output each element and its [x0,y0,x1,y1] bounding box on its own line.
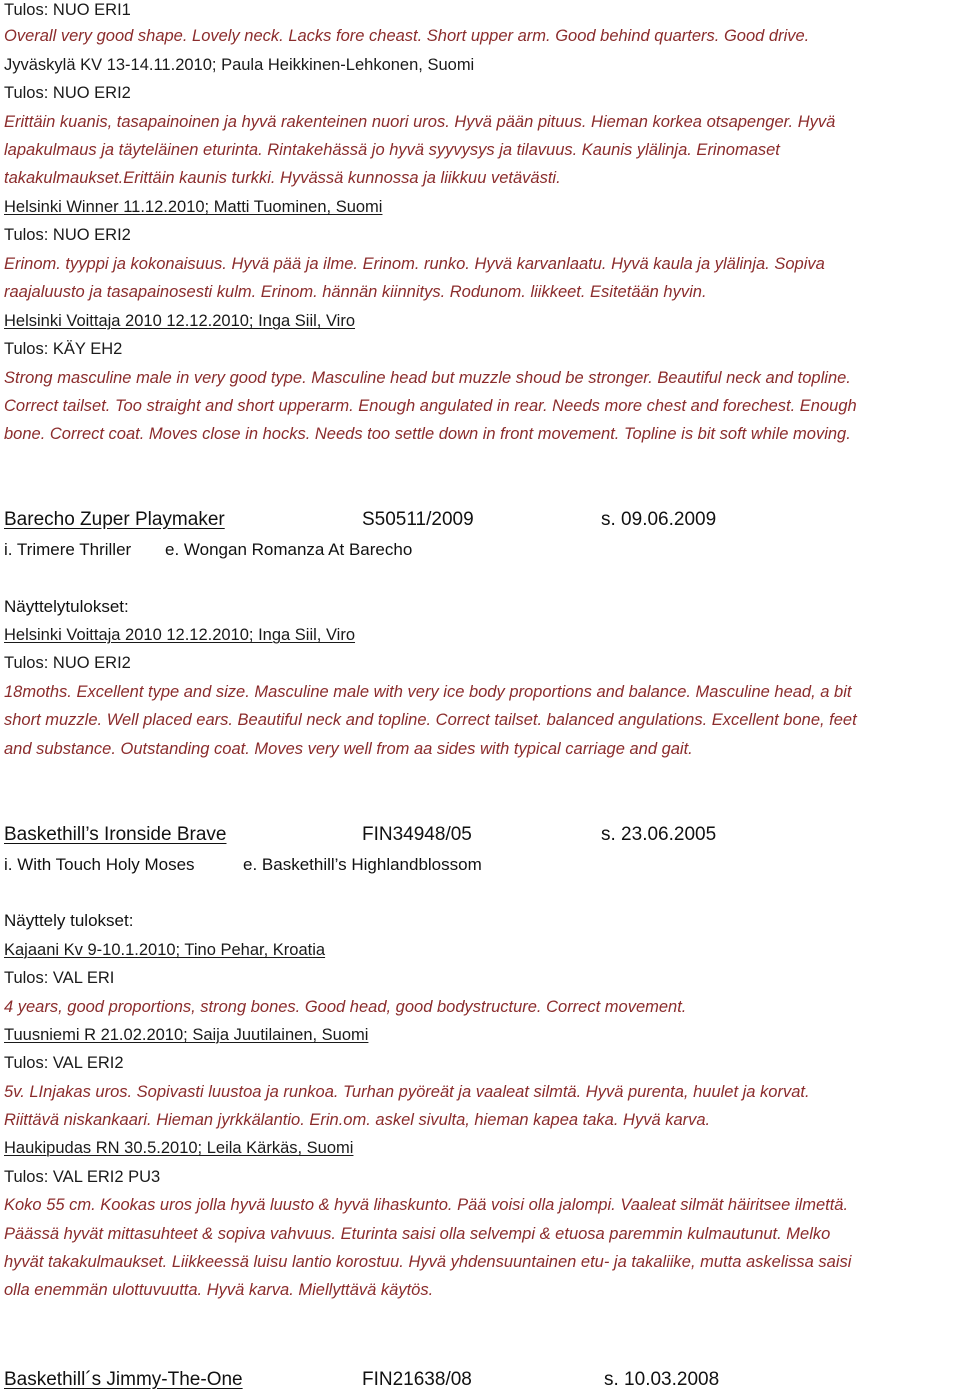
birth-date: s. 09.06.2009 [601,509,717,530]
critique-line: hyvät takakulmaukset. Liikkeessä luisu lantio korostuu. Hyvä yhdensuuntainen etu- ja takaliike, mutta askelissa saisi [4,1253,852,1271]
result-line: Tulos: VAL ERI [4,969,115,987]
show-line: Tuusniemi R 21.02.2010; Saija Juutilainen, Suomi [4,1026,369,1044]
result-line: Tulos: NUO ERI1 [4,1,131,19]
result-line: Tulos: KÄY EH2 [4,340,123,358]
critique-line: Riittävä niskankaari. Hieman jyrkkälantio. Erin.om. askel sivulta, hieman kapea taka. Hyvä karva. [4,1111,711,1129]
critique-line: raajaluusto ja tasapainosesti kulm. Erinom. hännän kiinnitys. Rodunom. liikkeet. Esitetään hyvin. [4,283,707,301]
critique-line: Strong masculine male in very good type. Masculine head but muzzle shoud be stronger. Beautiful neck and topline. [4,369,851,387]
registration-number: FIN21638/08 [362,1369,472,1390]
sire: i. With Touch Holy Moses [4,855,195,874]
show-line: Jyväskylä KV 13-14.11.2010; Paula Heikkinen-Lehkonen, Suomi [4,56,475,74]
birth-date: s. 23.06.2005 [601,824,717,845]
birth-date: s. 10.03.2008 [604,1369,720,1390]
dog-name: Baskethill’s Ironside Brave [4,824,227,845]
show-line: Helsinki Winner 11.12.2010; Matti Tuominen, Suomi [4,198,383,216]
result-line: Tulos: NUO ERI2 [4,84,131,102]
results-heading: Näyttelytulokset: [4,597,129,616]
critique-line: 4 years, good proportions, strong bones. Good head, good bodystructure. Correct movement. [4,998,687,1016]
result-line: Tulos: NUO ERI2 [4,226,131,244]
critique-line: and substance. Outstanding coat. Moves very well from aa sides with typical carriage and gait. [4,740,693,758]
result-line: Tulos: VAL ERI2 [4,1054,124,1072]
critique-line: Koko 55 cm. Kookas uros jolla hyvä luusto & hyvä lihaskunto. Pää voisi olla jalompi. Vaaleat silmät häiritsee ilmettä. [4,1196,849,1214]
critique-line: Erinom. tyyppi ja kokonaisuus. Hyvä pää ja ilme. Erinom. runko. Hyvä karvanlaatu. Hyvä kaula ja ylälinja. Sopiva [4,255,825,273]
critique-line: olla enemmän ulottuvuutta. Hyvä karva. Miellyttävä käytös. [4,1281,434,1299]
dam: e. Wongan Romanza At Barecho [165,540,413,559]
registration-number: FIN34948/05 [362,824,472,845]
critique-line: lapakulmaus ja täyteläinen eturinta. Rintakehässä jo hyvä syyvysys ja tilavuus. Kaunis ylälinja. Erinomaset [4,141,780,159]
show-line: Helsinki Voittaja 2010 12.12.2010; Inga Siil, Viro [4,312,356,330]
critique-line: Overall very good shape. Lovely neck. Lacks fore cheast. Short upper arm. Good behind quarters. Good drive. [4,27,810,45]
result-line: Tulos: VAL ERI2 PU3 [4,1168,161,1186]
dog-name: Baskethill´s Jimmy-The-One [4,1369,243,1390]
show-line: Kajaani Kv 9-10.1.2010; Tino Pehar, Kroatia [4,941,326,959]
result-line: Tulos: NUO ERI2 [4,654,131,672]
critique-line: 18moths. Excellent type and size. Masculine male with very ice body proportions and balance. Masculine head, a bit [4,683,852,701]
critique-line: Correct tailset. Too straight and short upperarm. Enough angulated in rear. Needs more chest and forechest. Enough [4,397,857,415]
show-line: Helsinki Voittaja 2010 12.12.2010; Inga Siil, Viro [4,626,356,644]
critique-line: bone. Correct coat. Moves close in hocks. Needs too settle down in front movement. Topline is bit soft while moving. [4,425,851,443]
sire: i. Trimere Thriller [4,540,132,559]
critique-line: Erittäin kuanis, tasapainoinen ja hyvä rakenteinen nuori uros. Hyvä pään pituus. Hieman korkea otsapenger. Hyvä [4,113,836,131]
registration-number: S50511/2009 [362,509,474,530]
critique-line: 5v. LInjakas uros. Sopivasti luustoa ja runkoa. Turhan pyöreät ja vaaleat silmtä. Hyvä purenta, huulet ja korvat. [4,1083,810,1101]
dam: e. Baskethill’s Highlandblossom [243,855,482,874]
show-line: Haukipudas RN 30.5.2010; Leila Kärkäs, Suomi [4,1139,354,1157]
dog-name: Barecho Zuper Playmaker [4,509,225,530]
critique-line: short muzzle. Well placed ears. Beautiful neck and topline. Correct tailset. balanced angulations. Excellent bone, feet [4,711,857,729]
critique-line: takakulmaukset.Erittäin kaunis turkki. Hyvässä kunnossa ja liikkuu vetävästi. [4,169,561,187]
results-heading: Näyttely tulokset: [4,911,134,930]
critique-line: Päässä hyvät mittasuhteet & sopiva vahvuus. Eturinta saisi olla selvempi & etuosa paremmin kulmautunut. Melko [4,1225,831,1243]
